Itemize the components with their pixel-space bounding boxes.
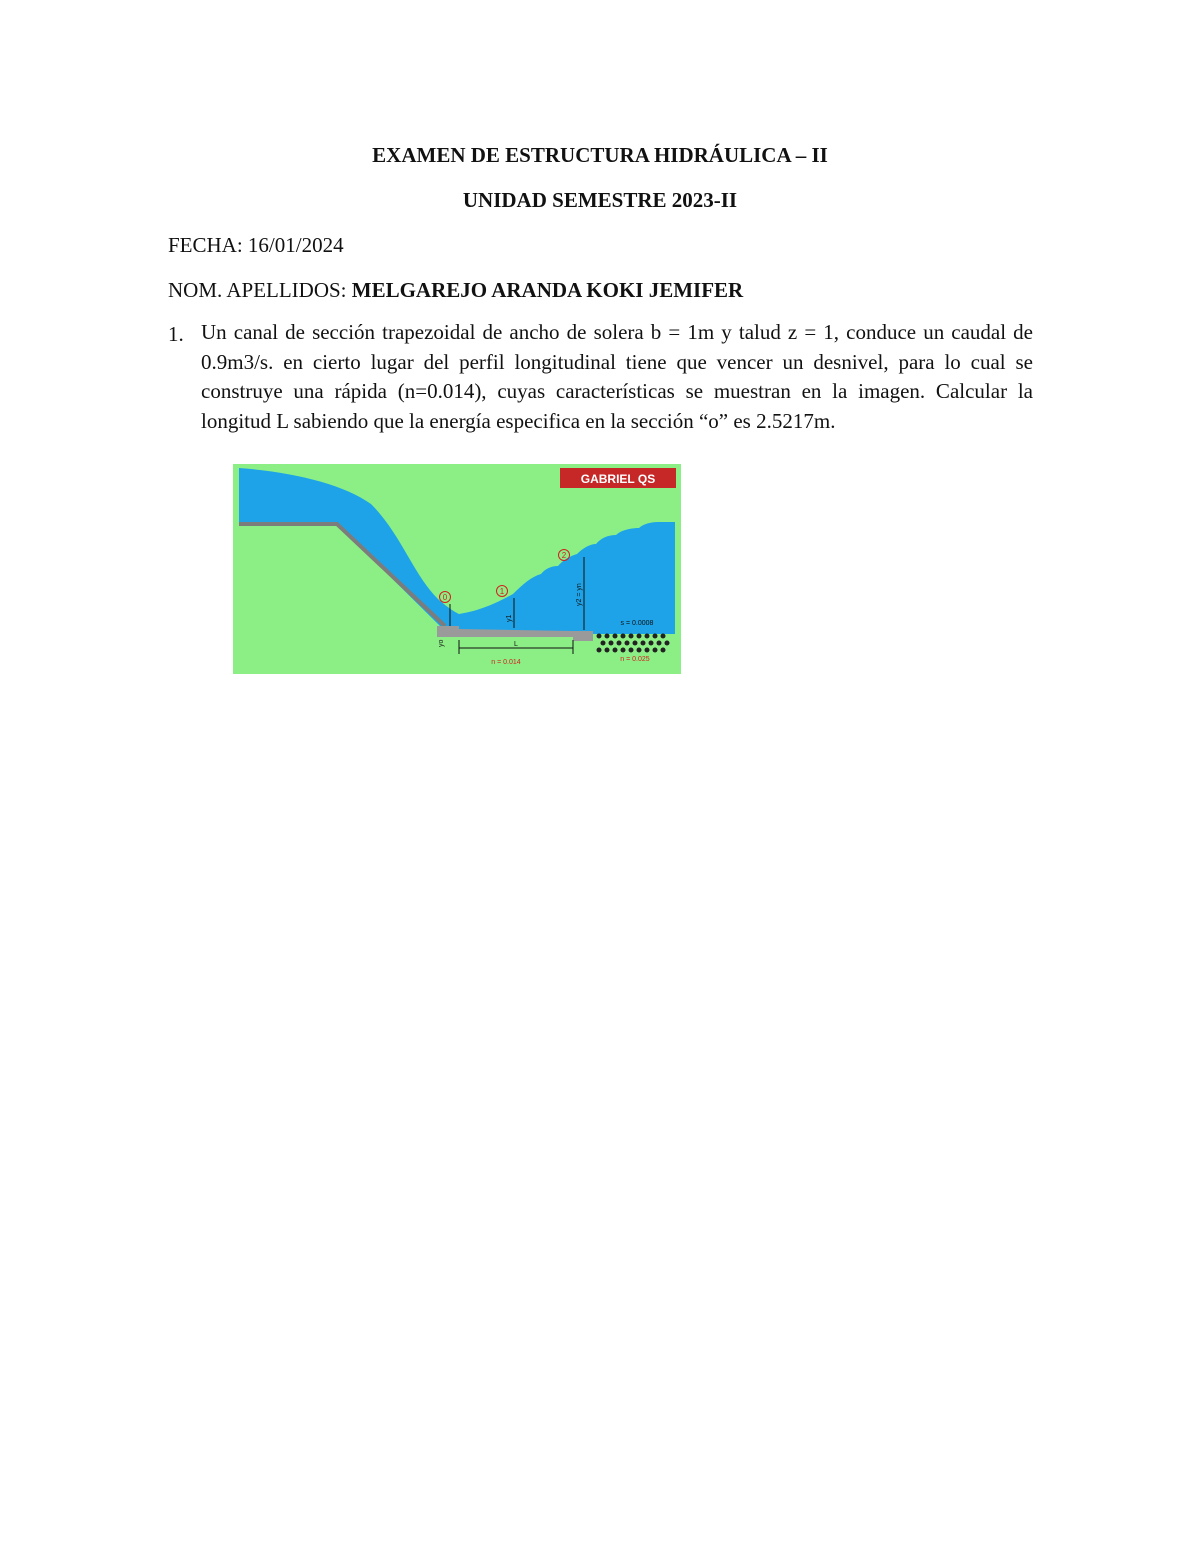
date-line: FECHA: 16/01/2024 xyxy=(168,233,344,257)
length-label: L xyxy=(514,641,518,648)
rapid-start-block xyxy=(437,626,459,637)
outlet-n-label: n = 0.025 xyxy=(620,656,650,663)
y2-label: y2 = yn xyxy=(576,583,583,606)
name-line xyxy=(168,278,743,303)
slope-label: s = 0.0008 xyxy=(620,620,654,627)
y1-label: y1 xyxy=(506,614,513,622)
figure-svg xyxy=(233,464,681,674)
question-number: 1. xyxy=(168,322,184,346)
exam-subtitle: UNIDAD SEMESTRE 2023-II xyxy=(462,188,738,212)
student-name: MELGAREJO ARANDA KOKI JEMIFER xyxy=(351,278,744,302)
channel-n-label: n = 0.014 xyxy=(491,659,521,666)
rapid-end-step xyxy=(573,631,593,641)
watermark-text: GABRIEL QS xyxy=(580,472,656,486)
section-0-label: 0 xyxy=(442,593,448,602)
rapid-channel-figure xyxy=(233,464,681,674)
name-label: NOM. APELLIDOS: xyxy=(168,278,352,302)
y0-label: yo xyxy=(438,639,445,647)
exam-title: EXAMEN DE ESTRUCTURA HIDRÁULICA – II xyxy=(372,143,828,167)
question-text: Un canal de sección trapezoidal de ancho de solera b = 1m y talud z = 1, conduce un caudal de 0.9m3/s. en cierto lugar del perfil longitudinal tiene que vencer un desnivel, para lo cual se construye una rápida (n=0.014), cuyas características se muestran en la imagen. Calcular la longitud L sabiendo que la energía especifica en la sección “o” es 2.5217m. xyxy=(201,320,1033,433)
section-2-label: 2 xyxy=(561,551,567,560)
section-1-label: 1 xyxy=(499,587,505,596)
